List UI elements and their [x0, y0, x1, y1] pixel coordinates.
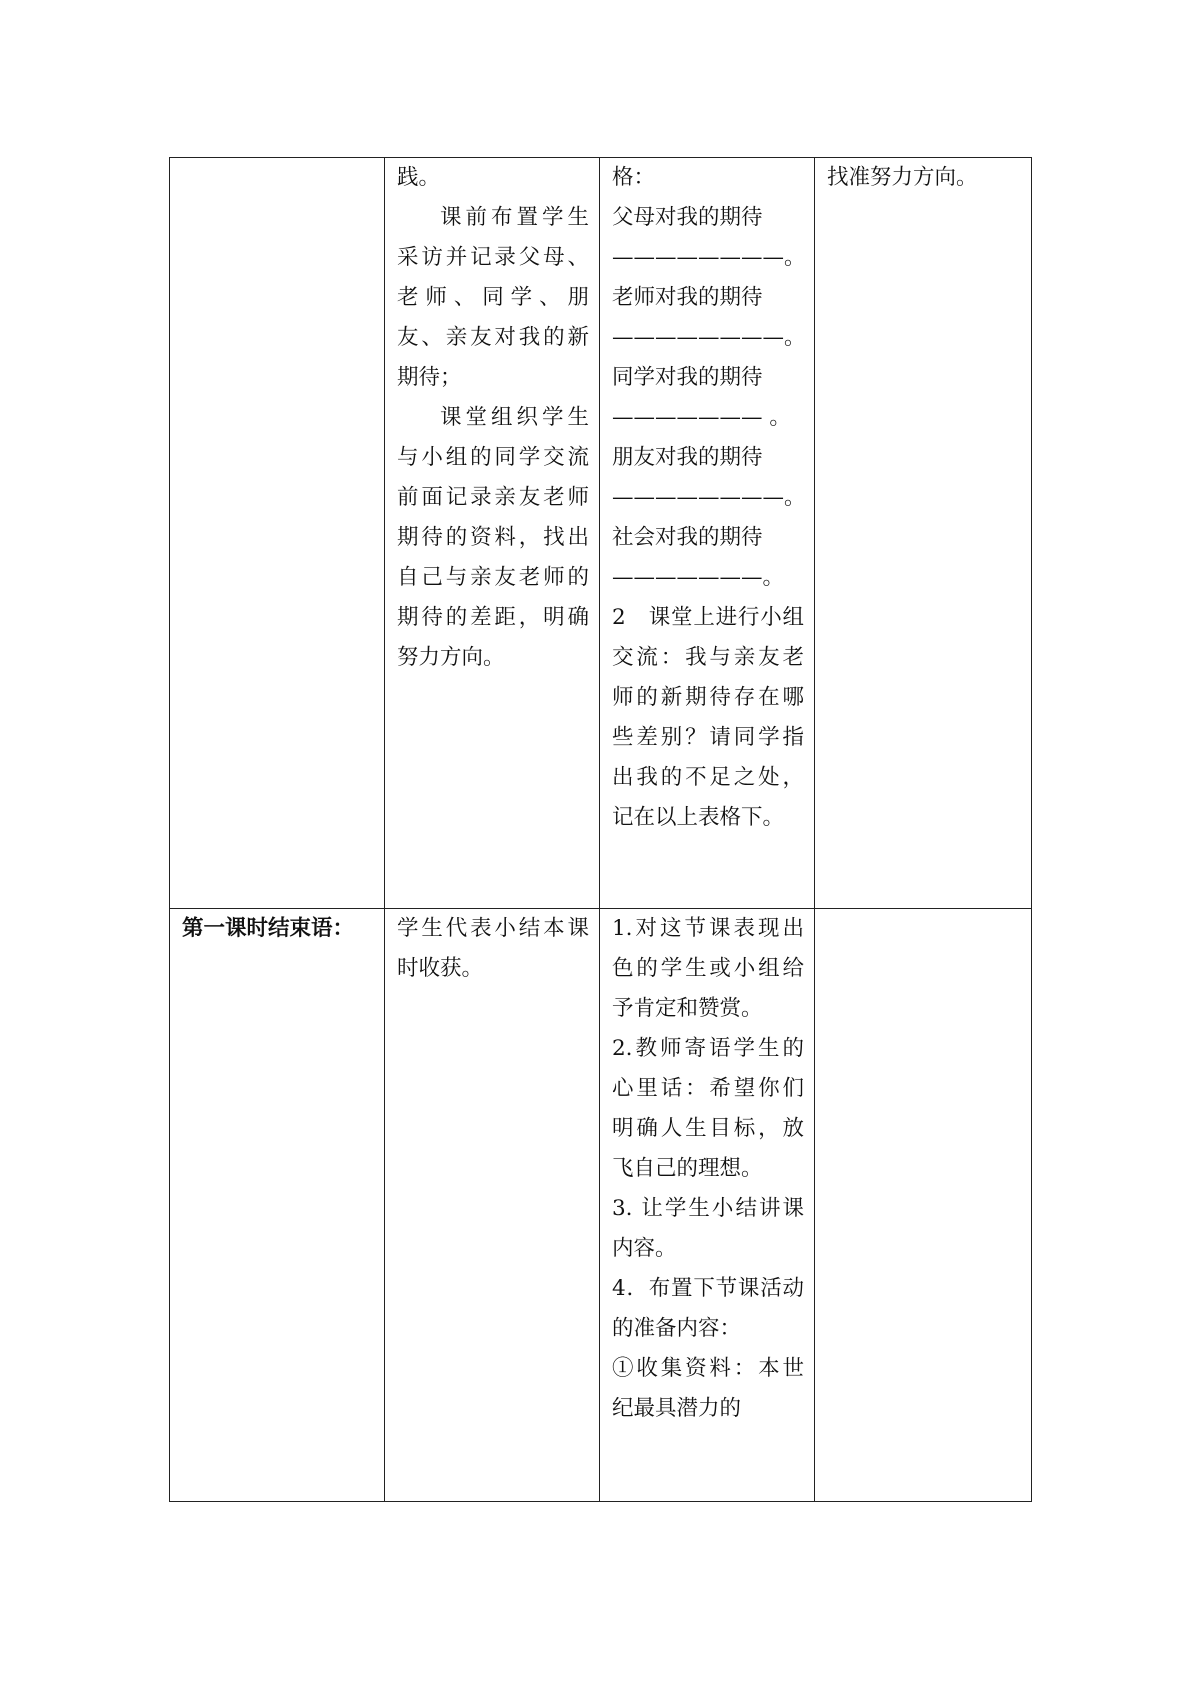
- row2-col2-text: 学生代表小结本课时收获。: [397, 916, 589, 981]
- table-row: [170, 158, 1032, 909]
- row1-goal-cell: [815, 158, 1032, 909]
- row2-col3-paragraph-4: 4．布置下节课活动的准备内容：: [612, 1276, 804, 1341]
- row2-content-cell: [600, 909, 815, 1502]
- row1-col3-paragraph-2: 2 课堂上进行小组交流：我与亲友老师的新期待存在哪些差别？请同学指出我的不足之处，记在以上表格下。: [612, 605, 804, 830]
- row1-col1-cell: [170, 158, 385, 909]
- expectation-blank: ————————。: [612, 325, 806, 350]
- row2-col3-paragraph-1: 1.对这节课表现出色的学生或小组给予肯定和赞赏。: [612, 916, 804, 1021]
- section-heading: 第一课时结束语：: [182, 916, 355, 941]
- row1-col3-first-line: 格：: [612, 165, 656, 190]
- expectation-blank: ————————。: [612, 485, 806, 510]
- row2-col4-cell: [815, 909, 1032, 1502]
- row2-activity-cell: [385, 909, 600, 1502]
- expectation-label: 同学对我的期待: [612, 365, 763, 390]
- row1-content-cell: [600, 158, 815, 909]
- expectation-blank: ———————。: [612, 565, 785, 590]
- expectation-label: 老师对我的期待: [612, 285, 763, 310]
- row2-col3-paragraph-2: 2.教师寄语学生的心里话：希望你们明确人生目标，放飞自己的理想。: [612, 1036, 804, 1181]
- expectation-label: 父母对我的期待: [612, 205, 763, 230]
- row2-col3-paragraph-5: ①收集资料：本世纪最具潜力的: [612, 1356, 804, 1421]
- row1-col2-first-line: 践。: [397, 165, 441, 190]
- lesson-plan-table: [169, 157, 1032, 1502]
- table-row: [170, 909, 1032, 1502]
- expectation-blank: ——————— 。: [612, 405, 791, 430]
- expectation-blank: ————————。: [612, 245, 806, 270]
- expectation-label: 朋友对我的期待: [612, 445, 763, 470]
- expectation-label: 社会对我的期待: [612, 525, 763, 550]
- row1-col4-text: 找准努力方向。: [827, 165, 978, 190]
- row1-col2-paragraph-1: 课前布置学生采访并记录父母、老师、同学、朋友、亲友对我的新期待；: [397, 205, 589, 390]
- row2-col3-paragraph-3: 3. 让学生小结讲课内容。: [612, 1196, 804, 1261]
- row1-activity-cell: [385, 158, 600, 909]
- row1-col2-paragraph-2: 课堂组织学生与小组的同学交流前面记录亲友老师期待的资料，找出自己与亲友老师的期待的差距，明确努力方向。: [397, 405, 589, 670]
- row2-section-cell: [170, 909, 385, 1502]
